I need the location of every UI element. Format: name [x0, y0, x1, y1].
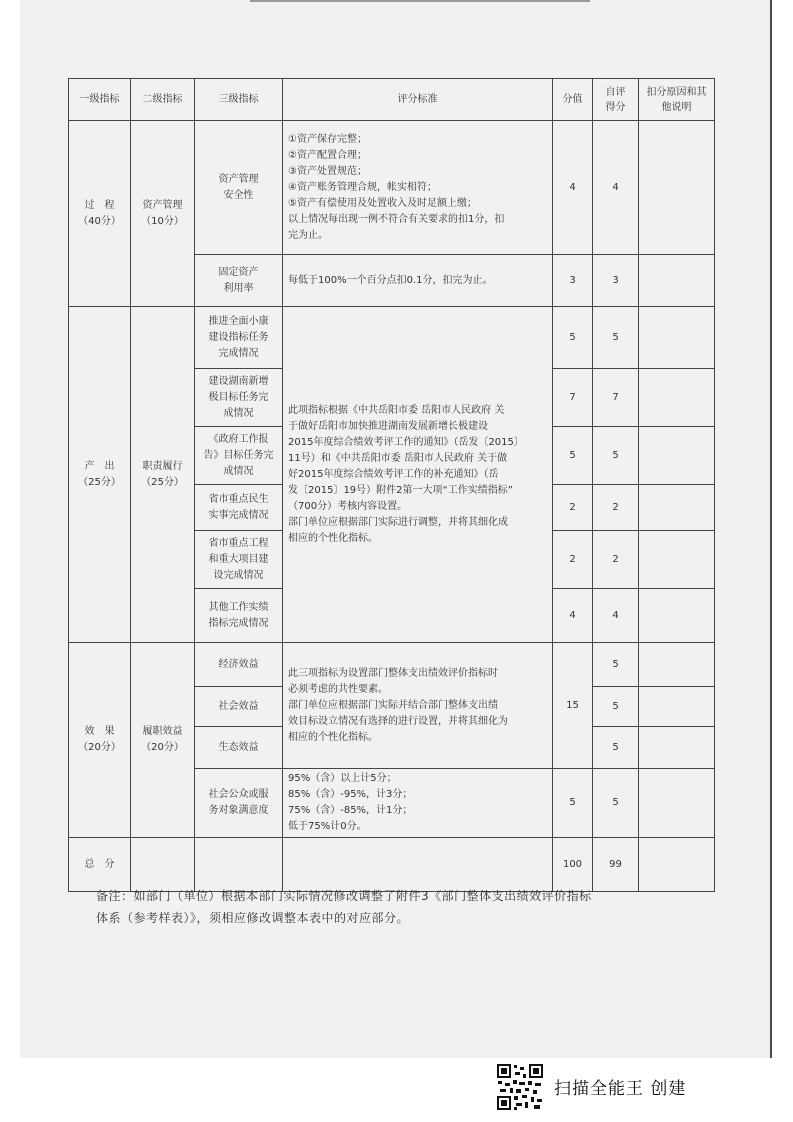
self-score-cell: 5 — [593, 769, 639, 838]
score-cell: 5 — [553, 307, 593, 369]
remarks-cell — [639, 643, 715, 687]
table-row — [69, 121, 715, 255]
self-score-cell: 7 — [593, 369, 639, 427]
remarks-cell — [639, 369, 715, 427]
score-cell: 7 — [553, 369, 593, 427]
self-score-cell: 5 — [593, 307, 639, 369]
level1-effect: 效 果 （20分） — [69, 643, 131, 838]
qr-code-icon — [496, 1063, 544, 1111]
table-row — [69, 307, 715, 369]
self-score-cell: 2 — [593, 531, 639, 589]
self-score-cell: 5 — [593, 643, 639, 687]
scanner-watermark: 扫描全能王 创建 — [554, 1079, 687, 1099]
total-score: 100 — [553, 838, 593, 892]
self-score-cell: 5 — [593, 687, 639, 727]
level3-item: 社会效益 — [195, 687, 283, 727]
level2-duty-performance: 职责履行 （25分） — [131, 307, 195, 643]
header-level1: 一级指标 — [69, 79, 131, 121]
level2-asset-management: 资产管理 （10分） — [131, 121, 195, 307]
header-score: 分值 — [553, 79, 593, 121]
remarks-cell — [639, 727, 715, 769]
header-remarks: 扣分原因和其他说明 — [639, 79, 715, 121]
score-cell: 5 — [553, 427, 593, 485]
header-row — [69, 79, 715, 121]
level3-item: 其他工作实绩 指标完成情况 — [195, 589, 283, 643]
self-score-cell: 4 — [593, 121, 639, 255]
header-self-score: 自评得分 — [593, 79, 639, 121]
level3-item: 建设湖南新增 极目标任务完 成情况 — [195, 369, 283, 427]
level3-item: 推进全面小康 建设指标任务 完成情况 — [195, 307, 283, 369]
remarks-cell — [639, 589, 715, 643]
remarks-cell — [639, 485, 715, 531]
remarks-cell — [639, 307, 715, 369]
remark-note: 备注：如部门（单位）根据本部门实际情况修改调整了附件3《部门整体支出绩效评价指标 体系（参考样表）》，须相应修改调整本表中的对应部分。 — [96, 889, 592, 925]
level1-output: 产 出 （25分） — [69, 307, 131, 643]
criteria-satisfaction: 95%（含）以上计5分； 85%（含）-95%，计3分； 75%（含）-85%，计1分； 低于75%计0分。 — [283, 769, 553, 838]
criteria-asset-security: ①资产保存完整； ②资产配置合理； ③资产处置规范； ④资产账务管理合规，帐实相符； ⑤资产有偿使用及处置收入及时足额上缴； 以上情况每出现一例不符合有关要求的扣1分，扣 完为止。 — [283, 121, 553, 255]
evaluation-table — [68, 78, 715, 892]
score-cell: 15 — [553, 643, 593, 769]
self-score-cell: 3 — [593, 255, 639, 307]
page-edge-right — [770, 0, 772, 1058]
table-row — [69, 643, 715, 687]
level2-duty-benefit: 履职效益 （20分） — [131, 643, 195, 838]
header-level2: 二级指标 — [131, 79, 195, 121]
remarks-cell — [639, 427, 715, 485]
criteria-output: 此项指标根据《中共岳阳市委 岳阳市人民政府 关 于做好岳阳市加快推进湖南发展新增长极建设 2015年度综合绩效考评工作的通知》（岳发〔2015〕 11号）和《中共岳阳市委 岳阳市人民政府 关于做 好2015年度综合绩效考评工作的补充通知》（岳 发〔2015〕19号）附件2第一大项“工作实绩指标” （700分）考核内容设置。 部门单位应根据部门实际进行调整，并将其细化成 相应的个性化指标。 — [283, 307, 553, 643]
score-cell: 2 — [553, 485, 593, 531]
score-cell: 4 — [553, 589, 593, 643]
remarks-cell — [639, 531, 715, 589]
score-cell: 5 — [553, 769, 593, 838]
level1-process: 过 程 （40分） — [69, 121, 131, 307]
remarks-cell — [639, 838, 715, 892]
level3-asset-security: 资产管理 安全性 — [195, 121, 283, 255]
self-score-cell: 2 — [593, 485, 639, 531]
level3-fixed-asset-utilization: 固定资产 利用率 — [195, 255, 283, 307]
total-row — [69, 838, 715, 892]
score-cell: 2 — [553, 531, 593, 589]
level3-item: 经济效益 — [195, 643, 283, 687]
total-self-score: 99 — [593, 838, 639, 892]
level3-item: 省市重点民生 实事完成情况 — [195, 485, 283, 531]
level3-item: 省市重点工程 和重大项目建 设完成情况 — [195, 531, 283, 589]
header-criteria: 评分标准 — [283, 79, 553, 121]
self-score-cell: 5 — [593, 427, 639, 485]
criteria-effect: 此三项指标为设置部门整体支出绩效评价指标时 必须考虑的共性要素。 部门单位应根据部门实际并结合部门整体支出绩 效目标设立情况有选择的进行设置，并将其细化为 相应的个性化指标。 — [283, 643, 553, 769]
self-score-cell: 4 — [593, 589, 639, 643]
score-cell: 4 — [553, 121, 593, 255]
score-cell: 3 — [553, 255, 593, 307]
page-edge-top — [250, 0, 590, 2]
remarks-cell — [639, 255, 715, 307]
header-level3: 三级指标 — [195, 79, 283, 121]
criteria-fixed-asset-utilization: 每低于100%一个百分点扣0.1分，扣完为止。 — [283, 255, 553, 307]
total-label: 总 分 — [69, 838, 131, 892]
level3-item: 《政府工作报 告》目标任务完 成情况 — [195, 427, 283, 485]
level3-satisfaction: 社会公众或服 务对象满意度 — [195, 769, 283, 838]
remarks-cell — [639, 769, 715, 838]
self-score-cell: 5 — [593, 727, 639, 769]
remarks-cell — [639, 121, 715, 255]
level3-item: 生态效益 — [195, 727, 283, 769]
remarks-cell — [639, 687, 715, 727]
